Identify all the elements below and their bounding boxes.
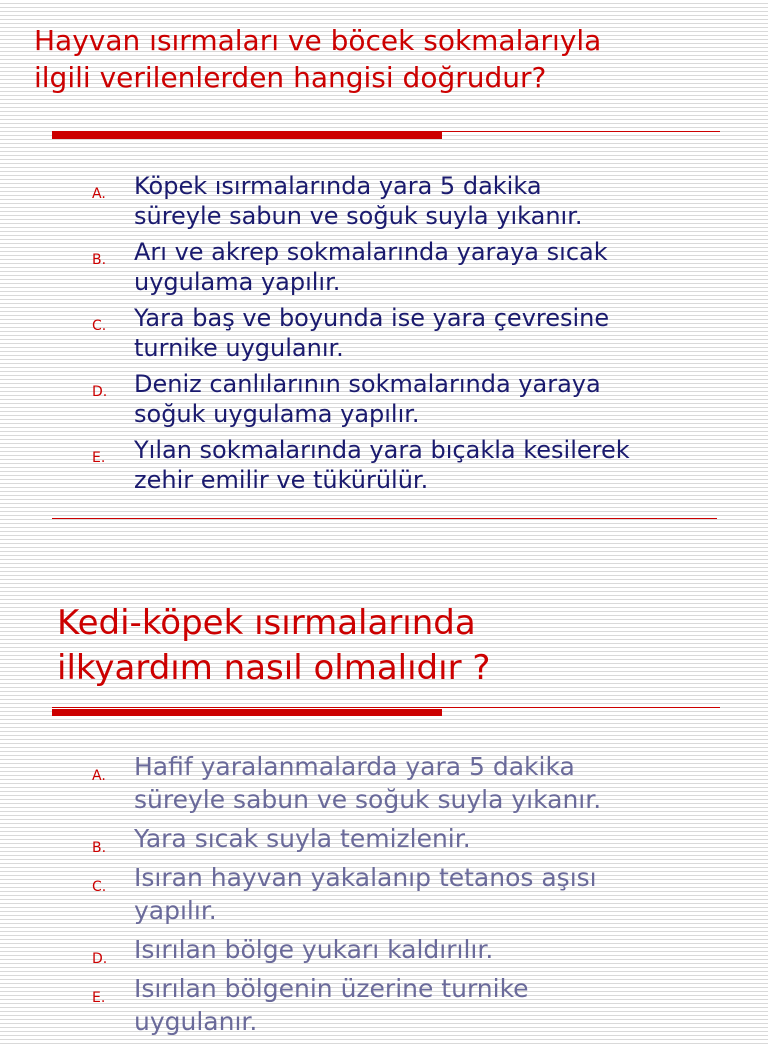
option-text-line1: Isırılan bölge yukarı kaldırılır. [134, 935, 494, 964]
slide-1-option-b [0, 237, 734, 297]
option-letter: E. [92, 450, 106, 466]
option-text-line2: uygulama yapılır. [134, 268, 341, 296]
option-text-line1: Köpek ısırmalarında yara 5 dakika [134, 172, 542, 200]
slide-1-option-a [0, 171, 734, 231]
option-text-line1: Arı ve akrep sokmalarında yaraya sıcak [134, 238, 608, 266]
option-text-line1: Hafif yaralanmalarda yara 5 dakika [134, 752, 575, 781]
option-text-line1: Yılan sokmalarında yara bıçakla kesilerek [134, 436, 630, 464]
slide-2-title [57, 601, 737, 691]
option-text-line1: Isırılan bölgenin üzerine turnike [134, 974, 529, 1003]
slide-1-option-e [0, 435, 734, 495]
slide-2-option-d [0, 933, 734, 966]
option-text-line1: Yara baş ve boyunda ise yara çevresine [134, 304, 610, 332]
option-text-line2: süreyle sabun ve soğuk suyla yıkanır. [134, 202, 583, 230]
slide-2-divider-thin-top [52, 707, 720, 708]
slide-2-title-line1: Kedi-köpek ısırmalarında [57, 603, 476, 643]
option-text-line2: yapılır. [134, 896, 217, 925]
slide-1-title-line1: Hayvan ısırmaları ve böcek sokmalarıyla [34, 24, 602, 57]
option-letter: A. [92, 768, 106, 784]
slide-1-option-c [0, 303, 734, 363]
option-letter: C. [92, 879, 107, 895]
slide-1-title-line2: ilgili verilenlerden hangisi doğrudur? [34, 61, 547, 94]
slide-2-option-c [0, 861, 734, 927]
option-letter: B. [92, 840, 107, 856]
slide-2-option-e [0, 972, 734, 1038]
slide-2-option-b [0, 822, 734, 855]
option-letter: E. [92, 990, 106, 1006]
slide-1-option-d [0, 369, 734, 429]
option-text-line2: süreyle sabun ve soğuk suyla yıkanır. [134, 785, 602, 814]
slide-2-divider-thick [52, 709, 442, 716]
slide-2-option-list [0, 750, 734, 1044]
slide-2-option-a [0, 750, 734, 816]
slide-1-divider-bottom [52, 518, 717, 519]
slide-2-title-line2: ilkyardım nasıl olmalıdır ? [57, 648, 491, 688]
slide-1-title [34, 22, 754, 96]
slide-1-option-list [0, 171, 734, 501]
option-text-line1: Isıran hayvan yakalanıp tetanos aşısı [134, 863, 597, 892]
option-text-line1: Deniz canlılarının sokmalarında yaraya [134, 370, 601, 398]
option-letter: D. [92, 951, 108, 967]
option-letter: D. [92, 384, 108, 400]
option-letter: B. [92, 252, 107, 268]
option-text-line2: zehir emilir ve tükürülür. [134, 466, 429, 494]
slide-2 [0, 545, 768, 1036]
option-letter: C. [92, 318, 107, 334]
option-text-line1: Yara sıcak suyla temizlenir. [134, 824, 471, 853]
option-letter: A. [92, 186, 106, 202]
option-text-line2: soğuk uygulama yapılır. [134, 400, 420, 428]
option-text-line2: uygulanır. [134, 1007, 258, 1036]
slide-1-divider-thick [52, 132, 442, 139]
option-text-line2: turnike uygulanır. [134, 334, 344, 362]
